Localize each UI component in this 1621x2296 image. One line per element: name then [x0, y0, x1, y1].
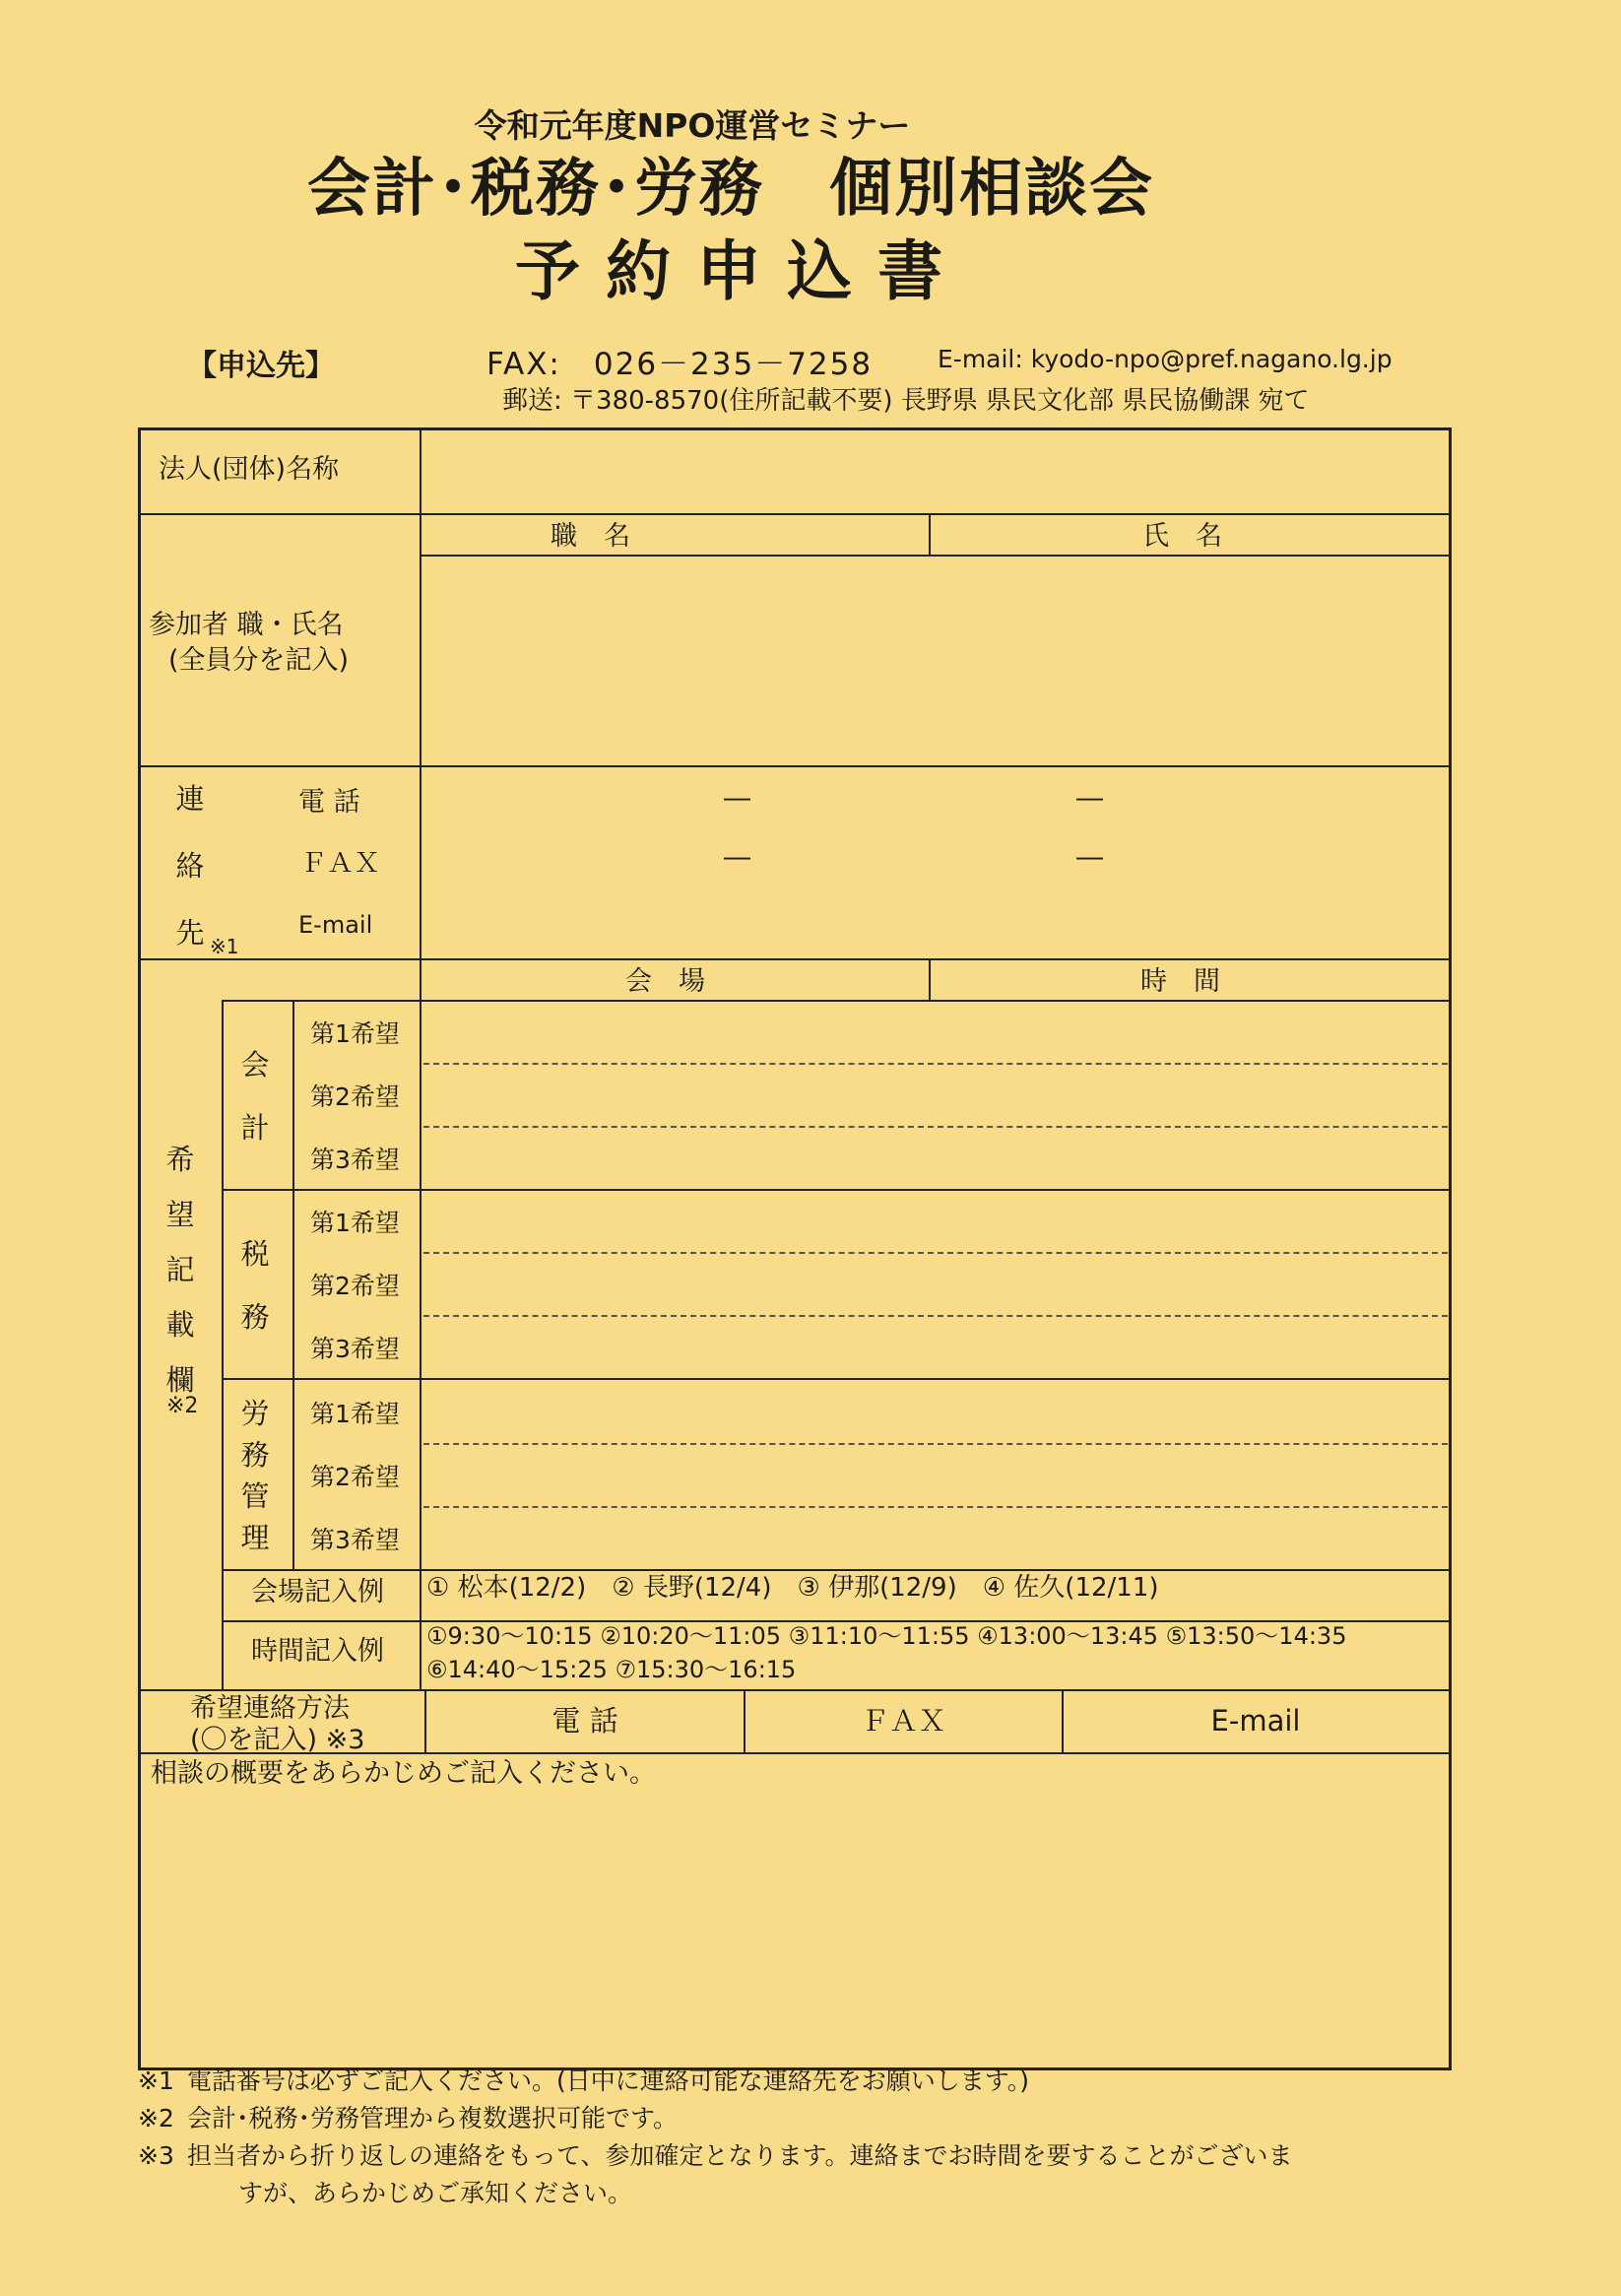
- contact-label-char: 連: [175, 782, 205, 816]
- form-title-reservation: 予約申込書: [515, 233, 968, 309]
- preference-label-note: ※2: [166, 1394, 199, 1418]
- preference-label-char: 載: [165, 1308, 195, 1342]
- accounting-choice-3: 第3希望: [310, 1146, 400, 1174]
- labor-choice-3: 第3希望: [310, 1526, 400, 1554]
- summary-field[interactable]: [144, 1796, 1446, 2066]
- phone-dash: ―: [724, 783, 750, 814]
- labor-choice-1: 第1希望: [310, 1400, 400, 1428]
- contact-method-label-note: (〇を記入) ※3: [190, 1725, 365, 1755]
- labor-label-char: 理: [240, 1521, 270, 1554]
- org-name-label: 法人(団体)名称: [159, 454, 340, 485]
- tax-label-char: 務: [240, 1300, 270, 1334]
- footnote-continuation: すが、あらかじめご承知ください。: [238, 2179, 633, 2207]
- application-form: [138, 427, 1452, 2070]
- email-field[interactable]: [422, 893, 1447, 958]
- participants-col-name: 氏 名: [1142, 521, 1222, 552]
- labor-label-char: 労: [240, 1397, 270, 1430]
- destination-email: E-mail: kyodo-npo@pref.nagano.lg.jp: [938, 345, 1393, 373]
- fax-dash: ―: [724, 842, 750, 873]
- contact-label-note: ※1: [210, 935, 239, 958]
- email-label: E-mail: [298, 911, 373, 939]
- preference-label-char: 欄: [165, 1363, 195, 1397]
- time-example-label: 時間記入例: [251, 1636, 384, 1667]
- contact-method-label: 希望連絡方法: [190, 1693, 350, 1724]
- fax-label: ＦＡＸ: [300, 848, 380, 879]
- destination-fax: FAX: 026－235－7258: [486, 347, 874, 382]
- preference-col-venue: 会 場: [625, 966, 705, 997]
- labor-label-char: 務: [240, 1438, 270, 1472]
- footnote: ※2 会計･税務･労務管理から複数選択可能です。: [138, 2104, 679, 2132]
- venue-example-label: 会場記入例: [251, 1577, 384, 1607]
- fax-field[interactable]: [422, 830, 1447, 893]
- contact-label-char: 絡: [175, 849, 205, 883]
- participants-label-note: (全員分を記入): [168, 645, 350, 676]
- tax-choice-1: 第1希望: [310, 1209, 400, 1237]
- contact-label-char: 先: [175, 916, 205, 950]
- labor-choice-2: 第2希望: [310, 1463, 400, 1491]
- accounting-label-char: 会: [240, 1048, 270, 1082]
- tax-choice-3: 第3希望: [310, 1335, 400, 1363]
- accounting-label-char: 計: [240, 1111, 270, 1145]
- time-example-line1: ①9:30～10:15 ②10:20～11:05 ③11:10～11:55 ④13:00～13:45 ⑤13:50～14:35: [426, 1622, 1347, 1650]
- contact-method-phone[interactable]: 電 話: [551, 1704, 618, 1738]
- labor-label-char: 管: [240, 1479, 270, 1513]
- preference-label-char: 望: [165, 1198, 195, 1231]
- preference-label-char: 希: [165, 1143, 195, 1176]
- phone-field[interactable]: [422, 767, 1447, 830]
- form-title: 会計･税務･労務 個別相談会: [307, 153, 1154, 226]
- contact-method-email[interactable]: E-mail: [1210, 1704, 1301, 1738]
- tax-choice-2: 第2希望: [310, 1272, 400, 1300]
- footnote: ※1 電話番号は必ずご記入ください。(日中に連絡可能な連絡先をお願いします。): [138, 2066, 1030, 2095]
- contact-method-fax[interactable]: ＦＡＸ: [860, 1704, 946, 1738]
- destination-postal: 郵送: 〒380-8570(住所記載不要) 長野県 県民文化部 県民協働課 宛て: [502, 386, 1310, 416]
- participants-field[interactable]: [422, 557, 1447, 763]
- tax-label-char: 税: [240, 1237, 270, 1271]
- seminar-subtitle: 令和元年度NPO運営セミナー: [474, 106, 911, 145]
- destination-label: 【申込先】: [187, 349, 335, 383]
- participants-col-position: 職 名: [551, 521, 630, 552]
- summary-label: 相談の概要をあらかじめご記入ください。: [151, 1758, 656, 1789]
- phone-label: 電 話: [298, 787, 360, 818]
- preference-label-char: 記: [165, 1253, 195, 1286]
- time-example-line2: ⑥14:40～15:25 ⑦15:30～16:15: [426, 1656, 797, 1683]
- venue-example-text: ① 松本(12/2) ② 長野(12/4) ③ 伊那(12/9) ④ 佐久(12/11): [426, 1573, 1159, 1603]
- footnote: ※3 担当者から折り返しの連絡をもって、参加確定となります。連絡までお時間を要することがございま: [138, 2141, 1293, 2170]
- preference-col-time: 時 間: [1140, 966, 1220, 997]
- accounting-choice-1: 第1希望: [310, 1019, 400, 1048]
- org-name-field[interactable]: [422, 433, 1447, 512]
- footnotes: [138, 2063, 1293, 2212]
- accounting-choice-2: 第2希望: [310, 1082, 400, 1111]
- fax-dash: ―: [1076, 842, 1103, 873]
- phone-dash: ―: [1076, 783, 1103, 814]
- participants-label: 参加者 職・氏名: [149, 610, 344, 640]
